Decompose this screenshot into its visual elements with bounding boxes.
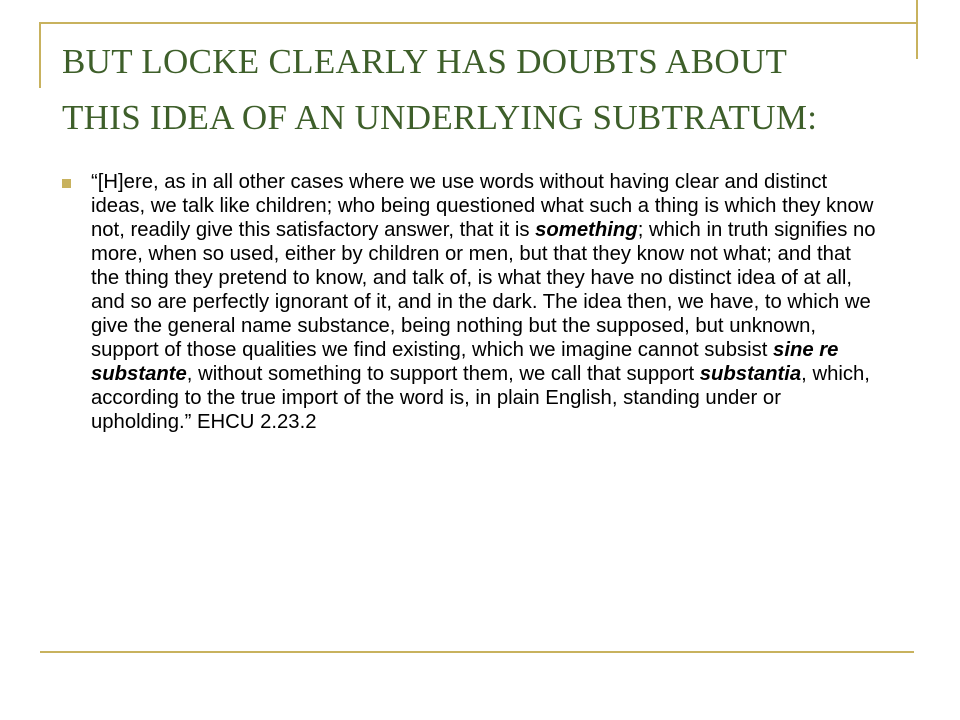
quote-bullet-item <box>62 170 882 434</box>
emphasis-substantia: substantia <box>699 363 802 385</box>
slide-title-line-2: THIS IDEA OF AN UNDERLYING SUBTRATUM: <box>62 98 818 137</box>
slide-title <box>62 34 902 146</box>
quote-text-part-1: “[H]ere, as in all other cases where we use words without having clear and distinct ideas, we talk like children; who being questioned what such a thing is which they know not, readily give this satisfactory answer, that it is <box>91 171 874 241</box>
quote-text-part-4: , which, according to the true import of the word is, in plain English, standing under or upholding.” EHCU 2.23.2 <box>91 363 870 433</box>
slide-title-line-1: BUT LOCKE CLEARLY HAS DOUBTS ABOUT <box>62 42 788 81</box>
quote-text-part-3: , without something to support them, we call that support <box>186 363 700 385</box>
quote-text-part-2: ; which in truth signifies no more, when so used, either by children or men, but that they know not what; and that the thing they pretend to know, and talk of, is what they have no distinct idea of at all, and so are perfectly ignorant of it, and in the dark. The idea then, we have, to which we give the general name substance, being nothing but the supposed, but unknown, support of those qualities we find existing, which we imagine cannot subsist <box>91 219 876 361</box>
left-divider-line <box>39 22 41 88</box>
bullet-list <box>62 170 882 434</box>
emphasis-sine-re-substante: sine re substante <box>91 339 839 385</box>
right-divider-line <box>916 0 918 59</box>
bottom-divider-line <box>40 651 914 653</box>
top-divider-line <box>40 22 918 24</box>
square-bullet-icon <box>62 179 71 188</box>
emphasis-something: something <box>535 219 638 241</box>
quote-text <box>91 171 876 433</box>
